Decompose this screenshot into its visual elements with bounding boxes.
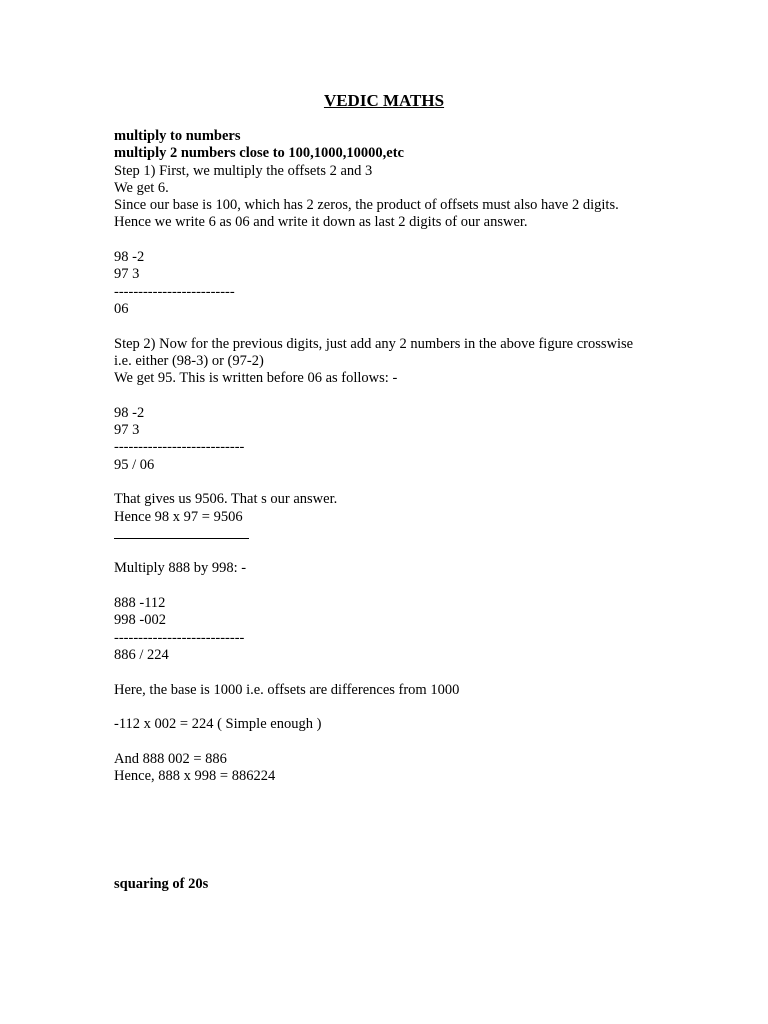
intro-subheading: multiply 2 numbers close to 100,1000,10000,etc <box>114 145 404 162</box>
spacer <box>114 318 714 335</box>
example2-final-line: Hence, 888 x 998 = 886224 <box>114 767 276 784</box>
example2-explanation: Here, the base is 1000 i.e. offsets are differences from 1000 <box>114 681 460 698</box>
spacer <box>114 699 714 716</box>
horizontal-rule <box>114 526 714 543</box>
step1-line: Since our base is 100, which has 2 zeros, the product of offsets must also have 2 digits. <box>114 197 619 214</box>
spacer <box>114 543 714 560</box>
step2-line: We get 95. This is written before 06 as follows: - <box>114 370 398 387</box>
figure1-result: 06 <box>114 300 129 317</box>
intro-heading: multiply to numbers <box>114 128 241 144</box>
conclusion-line: That gives us 9506. That s our answer. <box>114 491 338 508</box>
example2-heading: Multiply 888 by 998: - <box>114 560 247 577</box>
conclusion-line: Hence 98 x 97 = 9506 <box>114 508 243 525</box>
example2-row: 998 -002 <box>114 612 166 629</box>
figure2-row: 97 3 <box>114 422 140 439</box>
step1-line: Step 1) First, we multiply the offsets 2 and 3 <box>114 162 373 179</box>
step1-line: We get 6. <box>114 179 169 196</box>
step2-line: Step 2) Now for the previous digits, just add any 2 numbers in the above figure crosswise <box>114 335 634 352</box>
document-body <box>114 128 714 785</box>
figure2-row: 98 -2 <box>114 404 145 421</box>
figure2-result: 95 / 06 <box>114 456 155 473</box>
figure2-divider: --------------------------- <box>114 439 245 456</box>
spacer <box>114 664 714 681</box>
spacer <box>114 578 714 595</box>
document-title: VEDIC MATHS <box>323 91 445 110</box>
figure1-divider: ------------------------- <box>114 283 235 300</box>
example2-divider: --------------------------- <box>114 629 245 646</box>
spacer <box>114 474 714 491</box>
example2-row: 888 -112 <box>114 595 166 612</box>
figure1-row: 97 3 <box>114 266 140 283</box>
example2-result: 886 / 224 <box>114 646 169 663</box>
spacer <box>114 387 714 404</box>
step1-line: Hence we write 6 as 06 and write it down as last 2 digits of our answer. <box>114 214 528 231</box>
spacer <box>114 733 714 750</box>
example2-product-line: -112 x 002 = 224 ( Simple enough ) <box>114 716 322 733</box>
section-heading-squaring: squaring of 20s <box>114 876 209 892</box>
figure1-row: 98 -2 <box>114 249 145 266</box>
step2-line: i.e. either (98-3) or (97-2) <box>114 352 264 369</box>
spacer <box>114 232 714 249</box>
example2-cross-line: And 888 002 = 886 <box>114 750 227 767</box>
